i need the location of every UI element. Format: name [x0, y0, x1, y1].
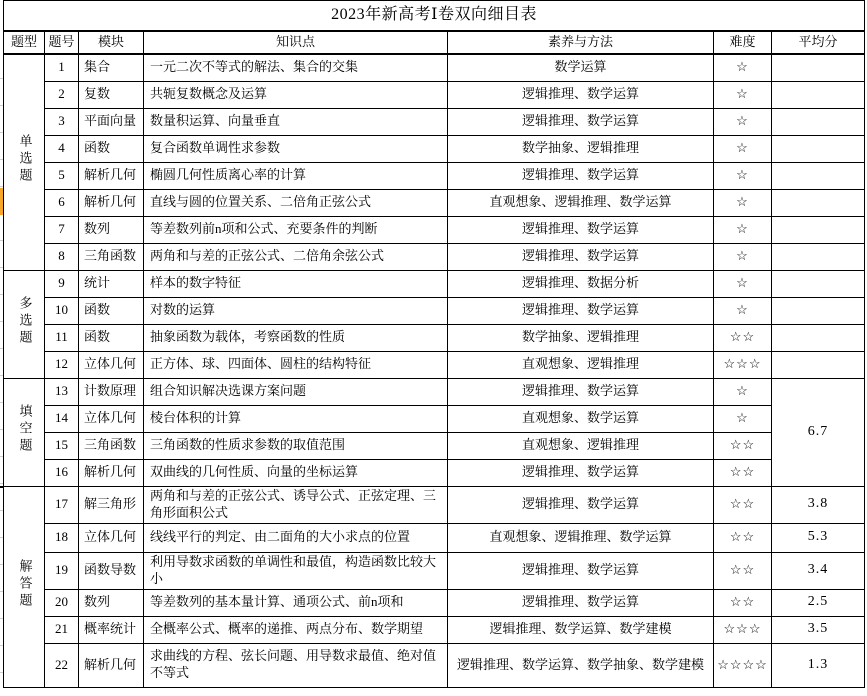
question-type-label: 单选题: [17, 134, 33, 186]
average-score-cell[interactable]: 3.8: [772, 486, 865, 523]
competency-cell[interactable]: 直观想象、逻辑推理: [448, 432, 714, 459]
difficulty-cell[interactable]: ☆☆☆: [714, 616, 772, 643]
question-number-cell[interactable]: 4: [45, 135, 79, 162]
table-row: [4, 378, 865, 405]
table-row: [4, 432, 865, 459]
knowledge-point-cell[interactable]: 抽象函数为载体，考察函数的性质: [144, 324, 448, 351]
average-score-cell[interactable]: 3.5: [772, 616, 865, 643]
knowledge-point-cell[interactable]: 复合函数单调性求参数: [144, 135, 448, 162]
header-module[interactable]: 模块: [79, 31, 144, 54]
competency-cell[interactable]: 逻辑推理、数学运算: [448, 552, 714, 589]
difficulty-cell[interactable]: ☆: [714, 162, 772, 189]
knowledge-point-cell[interactable]: 直线与圆的位置关系、二倍角正弦公式: [144, 189, 448, 216]
knowledge-point-cell[interactable]: 等差数列前n项和公式、充要条件的判断: [144, 216, 448, 243]
question-number-cell[interactable]: 10: [45, 297, 79, 324]
knowledge-point-cell[interactable]: 对数的运算: [144, 297, 448, 324]
module-cell[interactable]: 数列: [79, 589, 144, 616]
competency-cell[interactable]: 逻辑推理、数据分析: [448, 270, 714, 297]
table-row: [4, 243, 865, 270]
difficulty-cell[interactable]: ☆☆: [714, 324, 772, 351]
competency-cell[interactable]: 逻辑推理、数学运算: [448, 108, 714, 135]
competency-cell[interactable]: 逻辑推理、数学运算: [448, 297, 714, 324]
header-difficulty[interactable]: 难度: [714, 31, 772, 54]
competency-cell[interactable]: 逻辑推理、数学运算: [448, 216, 714, 243]
question-type-cell-single-choice[interactable]: [4, 54, 45, 270]
competency-cell[interactable]: 逻辑推理、数学运算、数学抽象、数学建模: [448, 643, 714, 687]
question-number-cell[interactable]: 8: [45, 243, 79, 270]
header-knowledge-point[interactable]: 知识点: [144, 31, 448, 54]
header-question-number[interactable]: 题号: [45, 31, 79, 54]
average-score-cell[interactable]: [772, 81, 865, 108]
table-row: [4, 297, 865, 324]
module-cell[interactable]: 立体几何: [79, 405, 144, 432]
table-row: [4, 81, 865, 108]
question-number-cell[interactable]: 11: [45, 324, 79, 351]
competency-cell[interactable]: 数学运算: [448, 54, 714, 81]
module-cell[interactable]: 平面向量: [79, 108, 144, 135]
knowledge-point-cell[interactable]: 三角函数的性质求参数的取值范围: [144, 432, 448, 459]
competency-cell[interactable]: 直观想象、逻辑推理、数学运算: [448, 523, 714, 552]
module-cell[interactable]: 立体几何: [79, 523, 144, 552]
table-row: [4, 162, 865, 189]
difficulty-cell[interactable]: ☆: [714, 216, 772, 243]
difficulty-cell[interactable]: ☆: [714, 270, 772, 297]
question-number-cell[interactable]: 9: [45, 270, 79, 297]
table-row: [4, 189, 865, 216]
question-type-cell-solution[interactable]: [4, 486, 45, 687]
module-cell[interactable]: 解三角形: [79, 486, 144, 523]
module-cell[interactable]: 解析几何: [79, 189, 144, 216]
competency-cell[interactable]: 直观想象、逻辑推理: [448, 351, 714, 378]
question-type-label: 填空题: [17, 404, 33, 456]
question-number-cell[interactable]: 20: [45, 589, 79, 616]
difficulty-cell[interactable]: ☆☆: [714, 432, 772, 459]
module-cell[interactable]: 概率统计: [79, 616, 144, 643]
knowledge-point-cell[interactable]: 数量积运算、向量垂直: [144, 108, 448, 135]
difficulty-cell[interactable]: ☆: [714, 378, 772, 405]
module-cell[interactable]: 函数导数: [79, 552, 144, 589]
average-score-cell[interactable]: 2.5: [772, 589, 865, 616]
average-score-cell[interactable]: [772, 189, 865, 216]
title-row: [4, 1, 865, 32]
question-number-cell[interactable]: 15: [45, 432, 79, 459]
difficulty-cell[interactable]: ☆: [714, 297, 772, 324]
knowledge-point-cell[interactable]: 两角和与差的正弦公式、诱导公式、正弦定理、三角形面积公式: [144, 486, 448, 523]
average-score-cell[interactable]: [772, 297, 865, 324]
knowledge-point-cell[interactable]: 全概率公式、概率的递推、两点分布、数学期望: [144, 616, 448, 643]
table-row: [4, 54, 865, 81]
average-score-cell[interactable]: [772, 351, 865, 378]
table-row: [4, 405, 865, 432]
question-number-cell[interactable]: 14: [45, 405, 79, 432]
average-score-cell-merged[interactable]: 6.7: [772, 378, 865, 486]
question-number-cell[interactable]: 18: [45, 523, 79, 552]
table-row: [4, 486, 865, 523]
table-row: [4, 616, 865, 643]
average-score-cell[interactable]: 5.3: [772, 523, 865, 552]
difficulty-cell[interactable]: ☆: [714, 108, 772, 135]
module-cell[interactable]: 数列: [79, 216, 144, 243]
specification-table: [3, 0, 865, 688]
question-number-cell[interactable]: 6: [45, 189, 79, 216]
module-cell[interactable]: 解析几何: [79, 643, 144, 687]
question-number-cell[interactable]: 21: [45, 616, 79, 643]
module-cell[interactable]: 立体几何: [79, 351, 144, 378]
module-cell[interactable]: 计数原理: [79, 378, 144, 405]
header-question-type[interactable]: 题型: [4, 31, 45, 54]
module-cell[interactable]: 复数: [79, 81, 144, 108]
module-cell[interactable]: 函数: [79, 324, 144, 351]
knowledge-point-cell[interactable]: 一元二次不等式的解法、集合的交集: [144, 54, 448, 81]
question-number-cell[interactable]: 12: [45, 351, 79, 378]
competency-cell[interactable]: 逻辑推理、数学运算: [448, 486, 714, 523]
average-score-cell[interactable]: [772, 324, 865, 351]
header-competency[interactable]: 素养与方法: [448, 31, 714, 54]
average-score-cell[interactable]: [772, 108, 865, 135]
knowledge-point-cell[interactable]: 两角和与差的正弦公式、二倍角余弦公式: [144, 243, 448, 270]
knowledge-point-cell[interactable]: 共轭复数概念及运算: [144, 81, 448, 108]
knowledge-point-cell[interactable]: 利用导数求函数的单调性和最值，构造函数比较大小: [144, 552, 448, 589]
difficulty-cell[interactable]: ☆: [714, 405, 772, 432]
average-score-cell[interactable]: [772, 54, 865, 81]
competency-cell[interactable]: 逻辑推理、数学运算: [448, 243, 714, 270]
question-number-cell[interactable]: 13: [45, 378, 79, 405]
question-number-cell[interactable]: 17: [45, 486, 79, 523]
table-row: [4, 135, 865, 162]
competency-cell[interactable]: 逻辑推理、数学运算: [448, 459, 714, 486]
competency-cell[interactable]: 直观想象、数学运算: [448, 405, 714, 432]
difficulty-cell[interactable]: ☆: [714, 135, 772, 162]
competency-cell[interactable]: 直观想象、逻辑推理、数学运算: [448, 189, 714, 216]
difficulty-cell[interactable]: ☆: [714, 81, 772, 108]
knowledge-point-cell[interactable]: 样本的数字特征: [144, 270, 448, 297]
knowledge-point-cell[interactable]: 等差数列的基本量计算、通项公式、前n项和: [144, 589, 448, 616]
average-score-cell[interactable]: [772, 162, 865, 189]
question-number-cell[interactable]: 1: [45, 54, 79, 81]
competency-cell[interactable]: 逻辑推理、数学运算: [448, 378, 714, 405]
competency-cell[interactable]: 逻辑推理、数学运算: [448, 81, 714, 108]
knowledge-point-cell[interactable]: 椭圆几何性质离心率的计算: [144, 162, 448, 189]
table-row: [4, 552, 865, 589]
difficulty-cell[interactable]: ☆☆☆: [714, 351, 772, 378]
average-score-cell[interactable]: [772, 270, 865, 297]
difficulty-cell[interactable]: ☆☆☆☆: [714, 643, 772, 687]
competency-cell[interactable]: 逻辑推理、数学运算: [448, 589, 714, 616]
difficulty-cell[interactable]: ☆☆: [714, 486, 772, 523]
table-row: [4, 324, 865, 351]
question-number-cell[interactable]: 19: [45, 552, 79, 589]
question-type-cell-multi-choice[interactable]: [4, 270, 45, 378]
question-number-cell[interactable]: 7: [45, 216, 79, 243]
knowledge-point-cell[interactable]: 求曲线的方程、弦长问题、用导数求最值、绝对值不等式: [144, 643, 448, 687]
question-number-cell[interactable]: 16: [45, 459, 79, 486]
average-score-cell[interactable]: [772, 216, 865, 243]
question-number-cell[interactable]: 5: [45, 162, 79, 189]
table-row: [4, 270, 865, 297]
question-number-cell[interactable]: 3: [45, 108, 79, 135]
difficulty-cell[interactable]: ☆: [714, 243, 772, 270]
average-score-cell[interactable]: [772, 135, 865, 162]
knowledge-point-cell[interactable]: 线线平行的判定、由二面角的大小求点的位置: [144, 523, 448, 552]
competency-cell[interactable]: 逻辑推理、数学运算、数学建模: [448, 616, 714, 643]
table-row: [4, 351, 865, 378]
knowledge-point-cell[interactable]: 棱台体积的计算: [144, 405, 448, 432]
knowledge-point-cell[interactable]: 正方体、球、四面体、圆柱的结构特征: [144, 351, 448, 378]
competency-cell[interactable]: 逻辑推理、数学运算: [448, 162, 714, 189]
difficulty-cell[interactable]: ☆☆: [714, 523, 772, 552]
table-title-cell[interactable]: 2023年新高考Ⅰ卷双向细目表: [4, 1, 865, 32]
module-cell[interactable]: 三角函数: [79, 432, 144, 459]
module-cell[interactable]: 统计: [79, 270, 144, 297]
table-row: [4, 108, 865, 135]
difficulty-cell[interactable]: ☆: [714, 189, 772, 216]
difficulty-cell[interactable]: ☆☆: [714, 552, 772, 589]
question-type-label: 解答题: [17, 558, 33, 610]
table-row: [4, 459, 865, 486]
competency-cell[interactable]: 数学抽象、逻辑推理: [448, 135, 714, 162]
question-type-label: 多选题: [17, 296, 33, 348]
module-cell[interactable]: 函数: [79, 297, 144, 324]
average-score-cell[interactable]: 1.3: [772, 643, 865, 687]
module-cell[interactable]: 集合: [79, 54, 144, 81]
table-row: [4, 523, 865, 552]
header-average-score[interactable]: 平均分: [772, 31, 865, 54]
table-row: [4, 216, 865, 243]
table-row: [4, 589, 865, 616]
module-cell[interactable]: 解析几何: [79, 162, 144, 189]
difficulty-cell[interactable]: ☆☆: [714, 459, 772, 486]
question-number-cell[interactable]: 2: [45, 81, 79, 108]
table-row: [4, 643, 865, 687]
header-row: [4, 31, 865, 54]
module-cell[interactable]: 解析几何: [79, 459, 144, 486]
average-score-cell[interactable]: 3.4: [772, 552, 865, 589]
difficulty-cell[interactable]: ☆☆: [714, 589, 772, 616]
question-type-cell-fill-blank[interactable]: [4, 378, 45, 486]
question-number-cell[interactable]: 22: [45, 643, 79, 687]
module-cell[interactable]: 三角函数: [79, 243, 144, 270]
average-score-cell[interactable]: [772, 243, 865, 270]
knowledge-point-cell[interactable]: 双曲线的几何性质、向量的坐标运算: [144, 459, 448, 486]
module-cell[interactable]: 函数: [79, 135, 144, 162]
knowledge-point-cell[interactable]: 组合知识解决选课方案问题: [144, 378, 448, 405]
competency-cell[interactable]: 数学抽象、逻辑推理: [448, 324, 714, 351]
difficulty-cell[interactable]: ☆: [714, 54, 772, 81]
